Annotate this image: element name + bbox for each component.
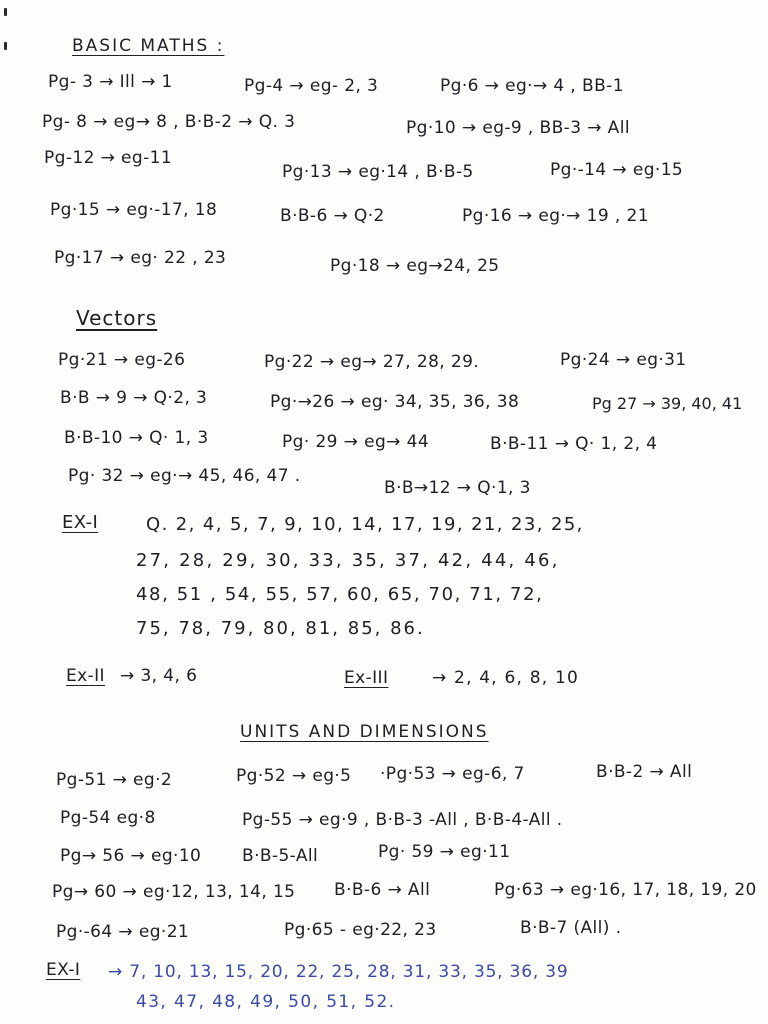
binder-mark (4, 42, 7, 50)
note-line: B·B-6 → Q·2 (280, 206, 385, 226)
note-line: Pg→ 56 → eg·10 (60, 846, 202, 866)
exercise-questions: 75, 78, 79, 80, 81, 85, 86. (136, 618, 425, 639)
note-line: Pg·18 → eg→24, 25 (330, 256, 500, 276)
note-line: Pg·13 → eg·14 , B·B-5 (282, 162, 474, 182)
note-line: Pg-12 → eg-11 (44, 148, 173, 168)
section-heading-vectors: Vectors (76, 306, 158, 330)
exercise-questions: → 7, 10, 13, 15, 20, 22, 25, 28, 31, 33, 35, 36, 39 (108, 962, 569, 982)
note-line: Pg· 59 → eg·11 (378, 842, 511, 862)
section-heading-units: UNITS AND DIMENSIONS (240, 722, 489, 742)
note-line: B·B-10 → Q· 1, 3 (64, 428, 209, 448)
note-line: Pg· 32 → eg·→ 45, 46, 47 . (68, 466, 301, 486)
exercise-questions: → 2, 4, 6, 8, 10 (432, 668, 579, 688)
exercise-questions: 43, 47, 48, 49, 50, 51, 52. (136, 992, 396, 1012)
note-line: Pg·65 - eg·22, 23 (284, 920, 437, 940)
note-line: Pg·-14 → eg·15 (550, 160, 684, 180)
note-line: Pg-51 → eg·2 (56, 770, 173, 790)
note-line: Pg·-64 → eg·21 (56, 922, 190, 942)
exercise-questions: → 3, 4, 6 (120, 666, 198, 686)
note-line: Pg-55 → eg·9 , B·B-3 -All , B·B-4-All . (242, 810, 563, 830)
note-line: Pg·24 → eg·31 (560, 350, 687, 370)
note-line: Pg·16 → eg·→ 19 , 21 (462, 206, 649, 226)
exercise-questions: 27, 28, 29, 30, 33, 35, 37, 42, 44, 46, (136, 550, 560, 571)
note-line: B·B-11 → Q· 1, 2, 4 (490, 434, 658, 454)
note-line: B·B → 9 → Q·2, 3 (60, 388, 208, 408)
note-line: B·B-6 → All (334, 880, 431, 900)
note-line: Pg·6 → eg·→ 4 , BB-1 (440, 76, 624, 96)
note-line: Pg·15 → eg·-17, 18 (50, 200, 218, 220)
exercise-questions: Q. 2, 4, 5, 7, 9, 10, 14, 17, 19, 21, 23, 25, (146, 514, 584, 535)
note-line: Pg·21 → eg-26 (58, 350, 186, 370)
note-line: Pg·→26 → eg· 34, 35, 36, 38 (270, 392, 520, 412)
note-line: Pg- 8 → eg→ 8 , B·B-2 → Q. 3 (42, 112, 296, 132)
note-line: Pg 27 → 39, 40, 41 (592, 394, 743, 413)
note-line: Pg·52 → eg·5 (236, 766, 352, 786)
note-line: ·Pg·53 → eg-6, 7 (380, 764, 525, 784)
exercise-label: EX-I (46, 960, 81, 980)
note-line: B·B-5-All (242, 846, 319, 866)
note-line: Pg·10 → eg-9 , BB-3 → All (406, 118, 630, 138)
note-line: B·B→12 → Q·1, 3 (384, 478, 531, 498)
note-line: Pg· 29 → eg→ 44 (282, 432, 430, 452)
note-line: Pg·17 → eg· 22 , 23 (54, 248, 227, 268)
note-line: Pg·22 → eg→ 27, 28, 29. (264, 352, 480, 372)
exercise-questions: 48, 51 , 54, 55, 57, 60, 65, 70, 71, 72, (136, 584, 544, 605)
note-line: Pg- 3 → Ill → 1 (48, 72, 173, 92)
note-line: B·B-7 (All) . (520, 918, 622, 938)
note-line: Pg-4 → eg- 2, 3 (244, 76, 379, 96)
exercise-label: Ex-II (66, 666, 105, 686)
note-line: Pg→ 60 → eg·12, 13, 14, 15 (52, 882, 296, 902)
binder-mark (4, 8, 7, 16)
exercise-label: EX-I (62, 512, 99, 533)
note-line: Pg-54 eg·8 (60, 808, 156, 828)
note-line: Pg·63 → eg·16, 17, 18, 19, 20 (494, 880, 757, 900)
section-heading-basic-maths: BASIC MATHS : (72, 36, 225, 56)
exercise-label: Ex-III (344, 668, 389, 688)
note-line: B·B-2 → All (596, 762, 693, 782)
